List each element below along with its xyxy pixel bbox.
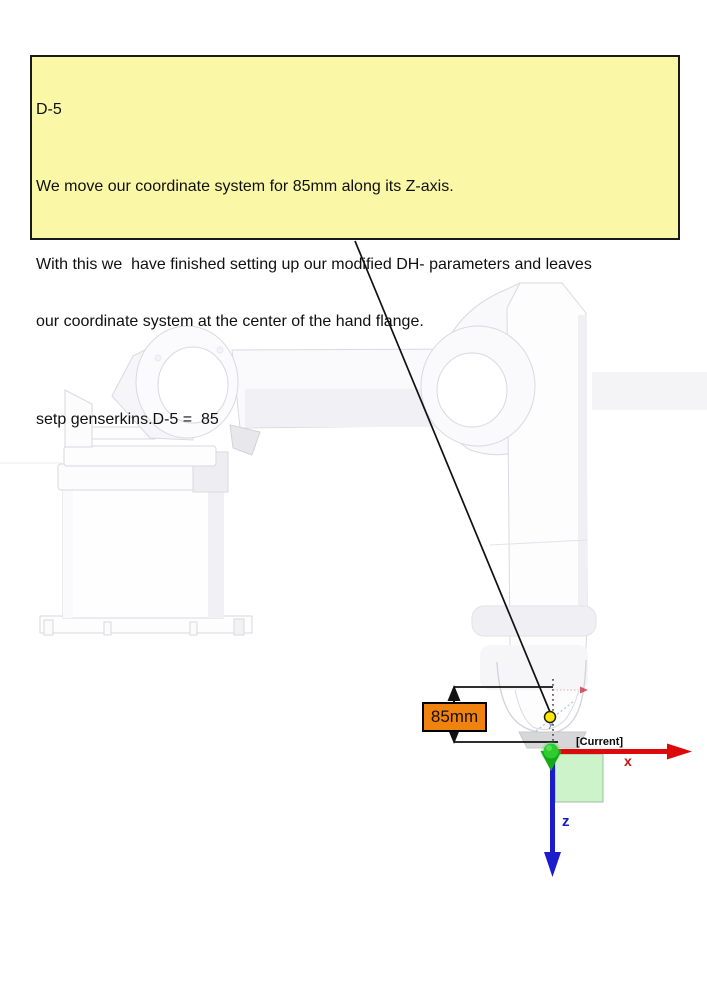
hand-band-1 — [472, 606, 596, 636]
faint-right-band — [592, 372, 707, 410]
note-command: setp genserkins.D-5 = 85 — [36, 411, 219, 428]
dimension-label-box: 85mm — [422, 702, 487, 732]
flange-center-point — [545, 712, 556, 723]
z-axis-label: z — [562, 813, 570, 830]
current-frame — [541, 742, 693, 877]
note-paragraph-1: We move our coordinate system for 85mm along its Z-axis. — [36, 178, 454, 195]
note-title: D-5 — [36, 101, 62, 118]
base-cylinder — [63, 489, 223, 618]
hand-band-2 — [480, 645, 588, 690]
note-paragraph-2-line-2: our coordinate system at the center of the hand flange. — [36, 313, 424, 330]
xz-plane-square — [555, 754, 603, 802]
note-box — [30, 55, 680, 428]
current-frame-label: [Current] — [576, 736, 624, 748]
x-axis-label: x — [624, 753, 632, 769]
note-paragraph-2-line-1: With this we have finished setting up our modified DH- parameters and leaves — [36, 256, 592, 273]
base-plate — [40, 616, 252, 633]
